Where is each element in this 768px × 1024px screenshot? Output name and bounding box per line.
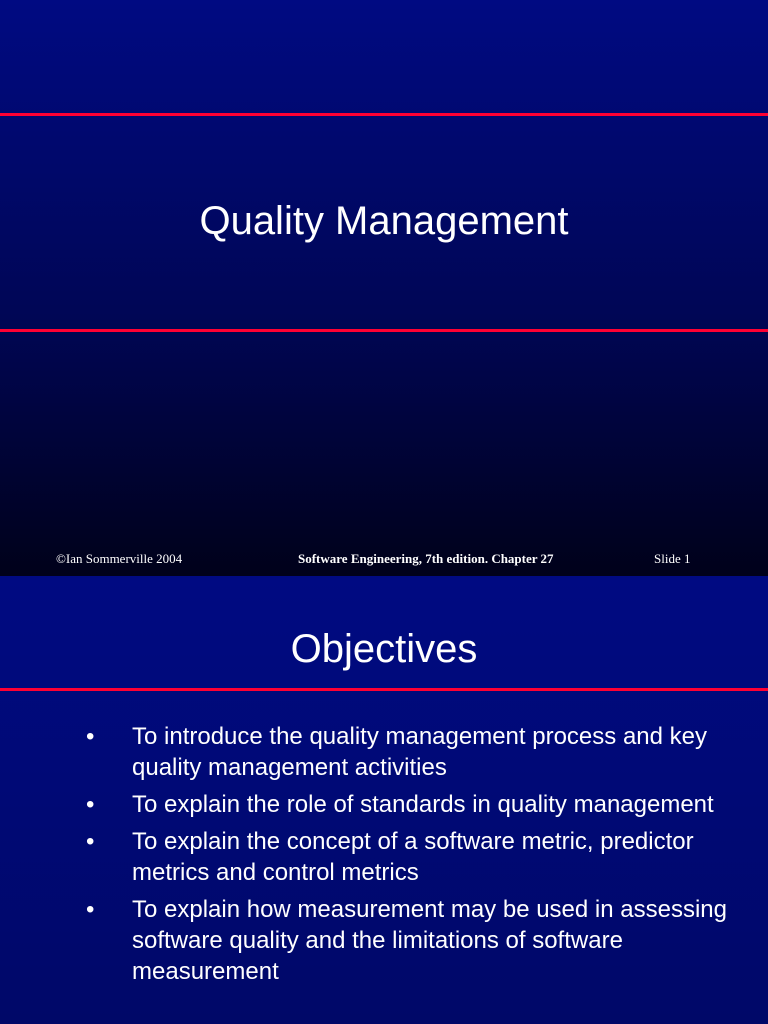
bullet-icon: •	[86, 791, 95, 818]
slide-title: Quality Management	[199, 199, 569, 243]
footer-slide-number: Slide 1	[654, 551, 691, 566]
list-item	[0, 826, 768, 888]
slide-title: Objectives	[290, 627, 478, 671]
top-rule	[0, 113, 768, 116]
bullet-icon: •	[86, 896, 95, 923]
list-item-text: To explain the role of standards in quality management	[132, 791, 714, 818]
bottom-rule	[0, 329, 768, 332]
objectives-list	[0, 721, 768, 993]
objectives-slide	[0, 576, 768, 1024]
list-item	[0, 721, 768, 783]
list-item-text: To explain how measurement may be used in assessing software quality and the limitations of software measurement	[132, 896, 727, 985]
list-item	[0, 894, 768, 987]
footer-book-title: Software Engineering, 7th edition. Chapter 27	[298, 551, 554, 566]
list-item-text: To explain the concept of a software metric, predictor metrics and control metrics	[132, 828, 694, 886]
list-item-text: To introduce the quality management process and key quality management activities	[132, 723, 708, 781]
title-rule	[0, 688, 768, 691]
bullet-icon: •	[86, 723, 95, 750]
list-item	[0, 789, 768, 820]
footer-copyright: ©Ian Sommerville 2004	[56, 551, 183, 566]
bullet-icon: •	[86, 828, 95, 855]
